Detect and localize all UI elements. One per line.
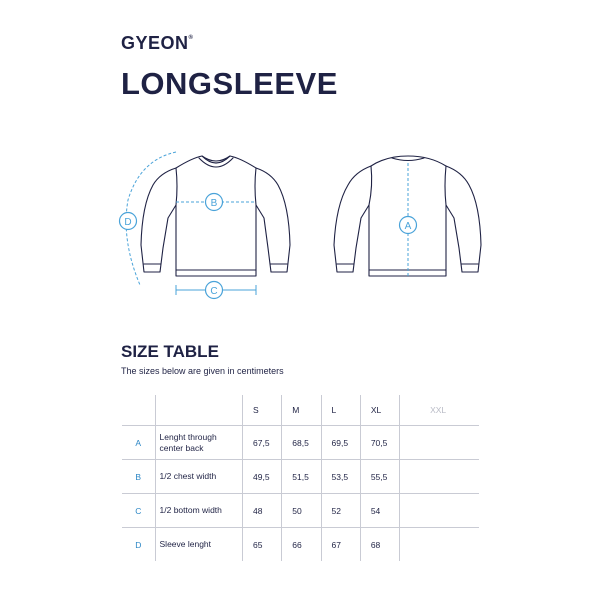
row-description: 1/2 chest width (155, 460, 243, 494)
cell-value: 55,5 (360, 460, 399, 494)
label-b: B (210, 198, 218, 209)
label-a-marker (400, 217, 417, 234)
header-size-l: L (321, 395, 360, 426)
brand-trademark: ® (188, 35, 194, 41)
brand-name: GYEON (121, 33, 189, 53)
row-letter: C (122, 494, 155, 528)
header-size-m: M (282, 395, 321, 426)
cell-value (400, 460, 479, 494)
table-row (122, 460, 479, 494)
header-size-xl: XL (360, 395, 399, 426)
header-size-s: S (243, 395, 282, 426)
cell-value: 50 (282, 494, 321, 528)
cell-value (400, 426, 479, 460)
cell-value: 53,5 (321, 460, 360, 494)
cell-value: 51,5 (282, 460, 321, 494)
row-letter: A (122, 426, 155, 460)
row-description: Lenght through center back (155, 426, 243, 460)
size-table-subtitle: The sizes below are given in centimeters (121, 366, 284, 376)
label-c-marker (206, 282, 223, 299)
size-table-header-row (122, 395, 479, 426)
row-description: 1/2 bottom width (155, 494, 243, 528)
table-row (122, 528, 479, 562)
cell-value: 52 (321, 494, 360, 528)
label-a: A (404, 221, 412, 232)
cell-value: 68,5 (282, 426, 321, 460)
size-table-title: SIZE TABLE (121, 342, 219, 361)
label-d: D (124, 217, 132, 228)
cell-value: 54 (360, 494, 399, 528)
header-empty-letter (122, 395, 155, 426)
cell-value (400, 494, 479, 528)
cell-value: 69,5 (321, 426, 360, 460)
row-description: Sleeve lenght (155, 528, 243, 562)
cell-value: 67,5 (243, 426, 282, 460)
label-d-marker (120, 213, 137, 230)
cell-value: 70,5 (360, 426, 399, 460)
cell-value: 49,5 (243, 460, 282, 494)
label-b-marker (206, 194, 223, 211)
cell-value (400, 528, 479, 562)
cell-value: 65 (243, 528, 282, 562)
table-row (122, 494, 479, 528)
front-measurements (126, 152, 256, 295)
table-row (122, 426, 479, 460)
header-empty-desc (155, 395, 243, 426)
row-letter: D (122, 528, 155, 562)
cell-value: 48 (243, 494, 282, 528)
cell-value: 67 (321, 528, 360, 562)
row-letter: B (122, 460, 155, 494)
product-title: LONGSLEEVE (121, 66, 338, 101)
size-table (122, 395, 479, 561)
cell-value: 68 (360, 528, 399, 562)
header-size-xxl: XXL (400, 395, 479, 426)
label-c: C (210, 286, 218, 297)
front-shirt-drawing (141, 156, 290, 276)
cell-value: 66 (282, 528, 321, 562)
